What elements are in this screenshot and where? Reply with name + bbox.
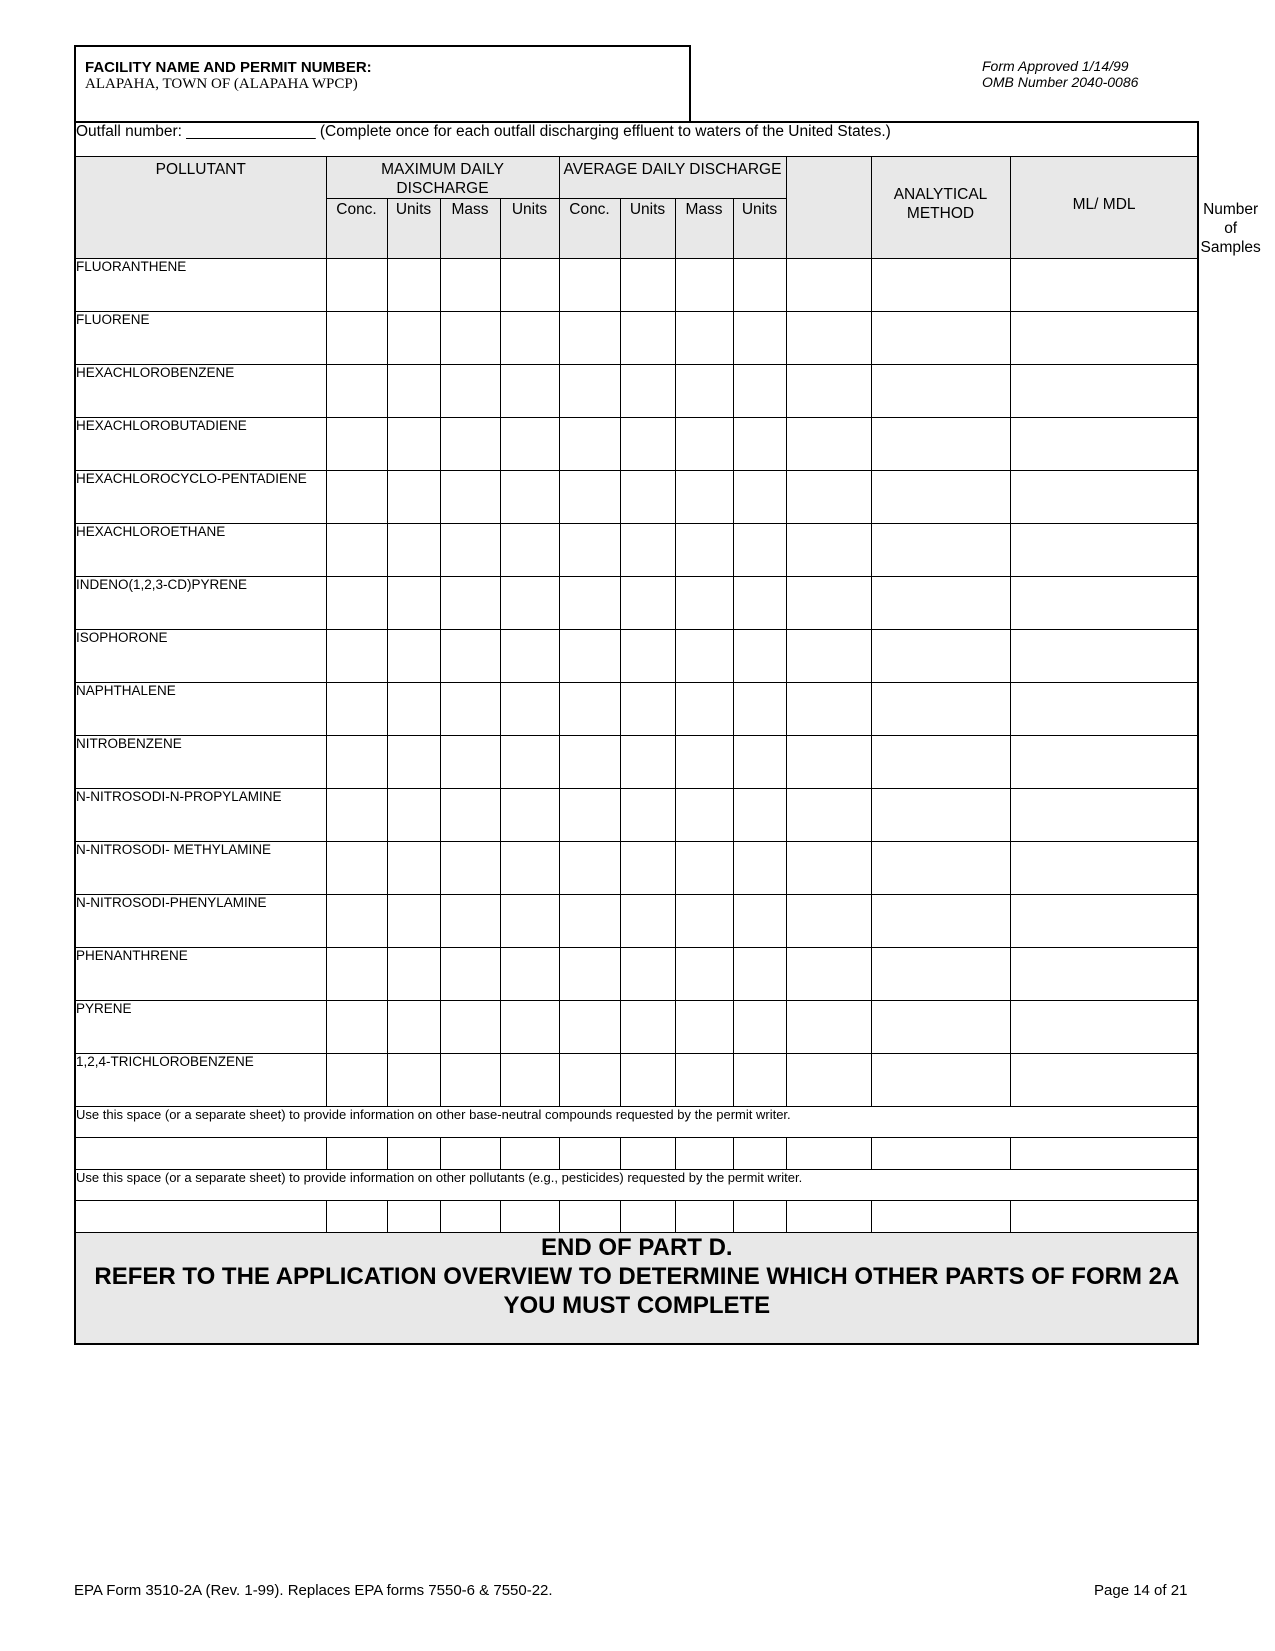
- row-analytical-method-cell[interactable]: [871, 470, 1010, 523]
- row-max-units-cell[interactable]: [387, 258, 440, 311]
- other-max-units-cell[interactable]: [387, 1200, 440, 1232]
- pollutant-table: Outfall number: _______________ (Complete once for each outfall discharging effluent to waters of the United States.) POLLUTANT MAXIMUM DAILY DISCHARGE AVERAGE DAILY DISCHARGE ANALYTICAL METHOD ML/ MDL Conc. Units Mass Units Conc. Units Mass Units Number of Samples FLUORANTHENE FLUORENE HEXACHLOROBENZENE HEXACHLOROBUTADIENE HEXACHLOROCYCLO-PENTADIENE HEXACHLOROETHANE INDENO(1,2,3-CD)PYRENE ISOPHORONE NAPHTHALENE NITROBENZENE N-NITROSODI-N-PROPYLAMINE N-NITROSODI- METHYLAMINE N-NITROSODI-PHENYLAMINE PHENANTHRENE PYRENE 1,2,4-TRICHLOROBENZENE Use this space (or a separate sheet) to provide information on other base-neutral compounds requested by the permit writer. Use this space (or a separate sheet) to provide information on other pollutants (e.g., pesticides) requested by the permit writer. END OF PART D. REFER TO THE APPLICATION OVERVIEW TO DETERMINE WHICH OTHER PARTS OF FORM 2A YOU MUST COMPLETE: [74, 121, 1199, 1345]
- row-max-mass-cell[interactable]: [440, 947, 500, 1000]
- row-avg-mass-units-cell[interactable]: [733, 364, 786, 417]
- row-avg-mass-units-cell[interactable]: [733, 629, 786, 682]
- row-avg-mass-cell[interactable]: [675, 947, 733, 1000]
- row-number-of-samples-cell[interactable]: [786, 894, 871, 947]
- row-avg-mass-cell[interactable]: [675, 523, 733, 576]
- row-max-mass-cell[interactable]: [440, 258, 500, 311]
- row-max-units-cell[interactable]: [387, 417, 440, 470]
- row-ml-mdl-cell[interactable]: [1010, 841, 1198, 894]
- row-avg-units-cell[interactable]: [620, 576, 675, 629]
- row-avg-units-cell[interactable]: [620, 735, 675, 788]
- row-avg-mass-cell[interactable]: [675, 841, 733, 894]
- header-max-mass-units: Units: [500, 198, 559, 258]
- row-analytical-method-cell[interactable]: [871, 1000, 1010, 1053]
- other-pollutant-name-cell[interactable]: [75, 1137, 326, 1169]
- other-max-conc-cell[interactable]: [326, 1137, 387, 1169]
- header-blank: [786, 156, 871, 258]
- row-max-conc-cell[interactable]: [326, 788, 387, 841]
- row-max-mass-cell[interactable]: [440, 576, 500, 629]
- row-max-mass-cell[interactable]: [440, 1000, 500, 1053]
- row-avg-mass-units-cell[interactable]: [733, 788, 786, 841]
- pollutant-name: N-NITROSODI-PHENYLAMINE: [75, 894, 326, 947]
- row-max-conc-cell[interactable]: [326, 576, 387, 629]
- table-row: [75, 841, 1198, 894]
- row-avg-units-cell[interactable]: [620, 682, 675, 735]
- row-analytical-method-cell[interactable]: [871, 258, 1010, 311]
- row-avg-mass-cell[interactable]: [675, 417, 733, 470]
- row-max-mass-units-cell[interactable]: [500, 470, 559, 523]
- pollutant-name: NAPHTHALENE: [75, 682, 326, 735]
- row-max-conc-cell[interactable]: [326, 735, 387, 788]
- table-row: [75, 311, 1198, 364]
- pollutant-name: HEXACHLOROBENZENE: [75, 364, 326, 417]
- row-avg-conc-cell[interactable]: [559, 841, 620, 894]
- row-avg-mass-cell[interactable]: [675, 1000, 733, 1053]
- row-max-units-cell[interactable]: [387, 470, 440, 523]
- other-max-conc-cell[interactable]: [326, 1200, 387, 1232]
- row-max-mass-cell[interactable]: [440, 894, 500, 947]
- row-max-units-cell[interactable]: [387, 841, 440, 894]
- row-max-units-cell[interactable]: [387, 788, 440, 841]
- table-row: [75, 258, 1198, 311]
- row-ml-mdl-cell[interactable]: [1010, 364, 1198, 417]
- row-avg-mass-units-cell[interactable]: [733, 894, 786, 947]
- row-max-conc-cell[interactable]: [326, 629, 387, 682]
- table-row: [75, 682, 1198, 735]
- row-number-of-samples-cell[interactable]: [786, 735, 871, 788]
- row-avg-mass-units-cell[interactable]: [733, 1053, 786, 1106]
- row-max-mass-cell[interactable]: [440, 682, 500, 735]
- pollutant-name: INDENO(1,2,3-CD)PYRENE: [75, 576, 326, 629]
- row-max-mass-units-cell[interactable]: [500, 735, 559, 788]
- row-analytical-method-cell[interactable]: [871, 841, 1010, 894]
- row-avg-conc-cell[interactable]: [559, 682, 620, 735]
- row-max-conc-cell[interactable]: [326, 311, 387, 364]
- row-avg-mass-cell[interactable]: [675, 894, 733, 947]
- table-row: [75, 364, 1198, 417]
- row-avg-units-cell[interactable]: [620, 1000, 675, 1053]
- row-number-of-samples-cell[interactable]: [786, 311, 871, 364]
- row-avg-units-cell[interactable]: [620, 894, 675, 947]
- row-avg-mass-units-cell[interactable]: [733, 258, 786, 311]
- header-max-conc: Conc.: [326, 198, 387, 258]
- table-row: [75, 523, 1198, 576]
- header-max-daily: MAXIMUM DAILY DISCHARGE: [326, 156, 559, 198]
- other-avg-mass-cell[interactable]: [675, 1200, 733, 1232]
- row-number-of-samples-cell[interactable]: [786, 1053, 871, 1106]
- other-analytical-method-cell[interactable]: [871, 1137, 1010, 1169]
- row-ml-mdl-cell[interactable]: [1010, 788, 1198, 841]
- row-number-of-samples-cell[interactable]: [786, 417, 871, 470]
- row-avg-mass-units-cell[interactable]: [733, 735, 786, 788]
- other-avg-units-cell[interactable]: [620, 1200, 675, 1232]
- row-max-units-cell[interactable]: [387, 894, 440, 947]
- row-avg-mass-units-cell[interactable]: [733, 1000, 786, 1053]
- facility-name: ALAPAHA, TOWN OF (ALAPAHA WPCP): [85, 76, 358, 92]
- row-max-units-cell[interactable]: [387, 364, 440, 417]
- pollutant-name: HEXACHLOROBUTADIENE: [75, 417, 326, 470]
- row-number-of-samples-cell[interactable]: [786, 576, 871, 629]
- row-avg-conc-cell[interactable]: [559, 258, 620, 311]
- other-avg-mass-units-cell[interactable]: [733, 1137, 786, 1169]
- footer-page-number: Page 14 of 21: [1094, 1582, 1188, 1599]
- row-max-mass-cell[interactable]: [440, 364, 500, 417]
- other-max-units-cell[interactable]: [387, 1137, 440, 1169]
- end-of-part-instruction: REFER TO THE APPLICATION OVERVIEW TO DETERMINE WHICH OTHER PARTS OF FORM 2A YOU MUST COMPLETE: [94, 1262, 1180, 1319]
- row-avg-units-cell[interactable]: [620, 258, 675, 311]
- end-of-part-title: END OF PART D.: [541, 1233, 733, 1261]
- table-row: [75, 629, 1198, 682]
- row-number-of-samples-cell[interactable]: [786, 947, 871, 1000]
- table-row: [75, 1053, 1198, 1106]
- row-max-conc-cell[interactable]: [326, 894, 387, 947]
- row-analytical-method-cell[interactable]: [871, 947, 1010, 1000]
- row-avg-conc-cell[interactable]: [559, 576, 620, 629]
- row-avg-conc-cell[interactable]: [559, 1000, 620, 1053]
- base-neutral-note: Use this space (or a separate sheet) to provide information on other base-neutral compounds requested by the permit writer.: [75, 1106, 1198, 1137]
- row-analytical-method-cell[interactable]: [871, 417, 1010, 470]
- row-max-mass-units-cell[interactable]: [500, 629, 559, 682]
- row-avg-conc-cell[interactable]: [559, 1053, 620, 1106]
- row-max-conc-cell[interactable]: [326, 417, 387, 470]
- row-number-of-samples-cell[interactable]: [786, 258, 871, 311]
- row-avg-mass-units-cell[interactable]: [733, 417, 786, 470]
- row-avg-conc-cell[interactable]: [559, 523, 620, 576]
- other-ml-mdl-cell[interactable]: [1010, 1137, 1198, 1169]
- row-avg-conc-cell[interactable]: [559, 311, 620, 364]
- row-avg-mass-units-cell[interactable]: [733, 576, 786, 629]
- row-max-units-cell[interactable]: [387, 523, 440, 576]
- row-avg-units-cell[interactable]: [620, 364, 675, 417]
- row-avg-conc-cell[interactable]: [559, 947, 620, 1000]
- other-max-mass-units-cell[interactable]: [500, 1137, 559, 1169]
- pollutant-name: FLUORENE: [75, 311, 326, 364]
- row-avg-mass-cell[interactable]: [675, 311, 733, 364]
- row-max-units-cell[interactable]: [387, 629, 440, 682]
- row-avg-mass-units-cell[interactable]: [733, 947, 786, 1000]
- other-max-mass-units-cell[interactable]: [500, 1200, 559, 1232]
- row-analytical-method-cell[interactable]: [871, 576, 1010, 629]
- row-avg-units-cell[interactable]: [620, 629, 675, 682]
- other-number-of-samples-cell[interactable]: [786, 1200, 871, 1232]
- pollutant-name: PHENANTHRENE: [75, 947, 326, 1000]
- row-avg-mass-cell[interactable]: [675, 629, 733, 682]
- row-max-conc-cell[interactable]: [326, 947, 387, 1000]
- row-avg-units-cell[interactable]: [620, 788, 675, 841]
- row-max-conc-cell[interactable]: [326, 841, 387, 894]
- row-avg-units-cell[interactable]: [620, 417, 675, 470]
- header-avg-mass: Mass: [675, 198, 733, 258]
- row-ml-mdl-cell[interactable]: [1010, 523, 1198, 576]
- row-max-units-cell[interactable]: [387, 311, 440, 364]
- header-analytical-method: ANALYTICAL METHOD: [871, 156, 1010, 258]
- row-analytical-method-cell[interactable]: [871, 788, 1010, 841]
- row-avg-units-cell[interactable]: [620, 311, 675, 364]
- row-ml-mdl-cell[interactable]: [1010, 576, 1198, 629]
- table-row: [75, 417, 1198, 470]
- header-avg-units: Units: [620, 198, 675, 258]
- row-max-units-cell[interactable]: [387, 682, 440, 735]
- row-number-of-samples-cell[interactable]: [786, 682, 871, 735]
- row-avg-conc-cell[interactable]: [559, 629, 620, 682]
- row-max-units-cell[interactable]: [387, 1000, 440, 1053]
- row-avg-mass-cell[interactable]: [675, 735, 733, 788]
- row-max-mass-units-cell[interactable]: [500, 788, 559, 841]
- table-row: [75, 1000, 1198, 1053]
- row-max-mass-units-cell[interactable]: [500, 947, 559, 1000]
- row-max-mass-units-cell[interactable]: [500, 258, 559, 311]
- row-max-mass-units-cell[interactable]: [500, 894, 559, 947]
- pollutant-name: FLUORANTHENE: [75, 258, 326, 311]
- row-analytical-method-cell[interactable]: [871, 629, 1010, 682]
- pollutant-name: ISOPHORONE: [75, 629, 326, 682]
- footer-form-id: EPA Form 3510-2A (Rev. 1-99). Replaces EPA forms 7550-6 & 7550-22.: [74, 1582, 553, 1599]
- row-ml-mdl-cell[interactable]: [1010, 629, 1198, 682]
- row-ml-mdl-cell[interactable]: [1010, 1000, 1198, 1053]
- other-max-mass-cell[interactable]: [440, 1137, 500, 1169]
- header-avg-mass-units: Units: [733, 198, 786, 258]
- row-max-mass-units-cell[interactable]: [500, 1000, 559, 1053]
- other-ml-mdl-cell[interactable]: [1010, 1200, 1198, 1232]
- pollutant-name: N-NITROSODI- METHYLAMINE: [75, 841, 326, 894]
- table-row: [75, 894, 1198, 947]
- row-avg-mass-cell[interactable]: [675, 258, 733, 311]
- row-max-units-cell[interactable]: [387, 1053, 440, 1106]
- row-analytical-method-cell[interactable]: [871, 364, 1010, 417]
- table-row: [75, 470, 1198, 523]
- row-max-mass-cell[interactable]: [440, 470, 500, 523]
- row-avg-mass-cell[interactable]: [675, 364, 733, 417]
- other-max-mass-cell[interactable]: [440, 1200, 500, 1232]
- row-avg-mass-cell[interactable]: [675, 576, 733, 629]
- table-row: [75, 947, 1198, 1000]
- row-max-mass-units-cell[interactable]: [500, 523, 559, 576]
- row-max-mass-cell[interactable]: [440, 523, 500, 576]
- row-avg-mass-units-cell[interactable]: [733, 841, 786, 894]
- row-max-mass-units-cell[interactable]: [500, 1053, 559, 1106]
- row-avg-conc-cell[interactable]: [559, 735, 620, 788]
- row-number-of-samples-cell[interactable]: [786, 841, 871, 894]
- row-avg-units-cell[interactable]: [620, 523, 675, 576]
- row-avg-mass-cell[interactable]: [675, 682, 733, 735]
- header-ml-mdl: ML/ MDL: [1010, 156, 1198, 258]
- header-avg-daily: AVERAGE DAILY DISCHARGE: [559, 156, 786, 198]
- row-max-mass-cell[interactable]: [440, 1053, 500, 1106]
- header-pollutant: POLLUTANT: [75, 156, 326, 258]
- row-number-of-samples-cell[interactable]: [786, 523, 871, 576]
- row-analytical-method-cell[interactable]: [871, 735, 1010, 788]
- row-analytical-method-cell[interactable]: [871, 1053, 1010, 1106]
- table-row: [75, 576, 1198, 629]
- header-max-mass: Mass: [440, 198, 500, 258]
- row-avg-conc-cell[interactable]: [559, 470, 620, 523]
- other-pollutant-name-cell[interactable]: [75, 1200, 326, 1232]
- row-avg-conc-cell[interactable]: [559, 417, 620, 470]
- row-ml-mdl-cell[interactable]: [1010, 735, 1198, 788]
- table-row: [75, 788, 1198, 841]
- row-avg-units-cell[interactable]: [620, 470, 675, 523]
- row-number-of-samples-cell[interactable]: [786, 1000, 871, 1053]
- row-ml-mdl-cell[interactable]: [1010, 417, 1198, 470]
- row-avg-mass-cell[interactable]: [675, 470, 733, 523]
- row-max-mass-cell[interactable]: [440, 417, 500, 470]
- row-max-mass-cell[interactable]: [440, 841, 500, 894]
- row-max-mass-units-cell[interactable]: [500, 682, 559, 735]
- row-max-units-cell[interactable]: [387, 735, 440, 788]
- row-avg-mass-cell[interactable]: [675, 788, 733, 841]
- row-avg-conc-cell[interactable]: [559, 364, 620, 417]
- row-avg-units-cell[interactable]: [620, 841, 675, 894]
- row-max-mass-units-cell[interactable]: [500, 311, 559, 364]
- row-number-of-samples-cell[interactable]: [786, 470, 871, 523]
- form-approval-info: [982, 58, 1138, 90]
- other-analytical-method-cell[interactable]: [871, 1200, 1010, 1232]
- row-avg-conc-cell[interactable]: [559, 788, 620, 841]
- other-avg-conc-cell[interactable]: [559, 1200, 620, 1232]
- row-number-of-samples-cell[interactable]: [786, 364, 871, 417]
- row-analytical-method-cell[interactable]: [871, 523, 1010, 576]
- row-avg-units-cell[interactable]: [620, 1053, 675, 1106]
- row-max-mass-units-cell[interactable]: [500, 576, 559, 629]
- blank-entry-row: [75, 1137, 1198, 1169]
- row-ml-mdl-cell[interactable]: [1010, 1053, 1198, 1106]
- row-max-mass-cell[interactable]: [440, 311, 500, 364]
- row-max-units-cell[interactable]: [387, 947, 440, 1000]
- row-avg-mass-units-cell[interactable]: [733, 470, 786, 523]
- row-max-conc-cell[interactable]: [326, 682, 387, 735]
- other-avg-conc-cell[interactable]: [559, 1137, 620, 1169]
- row-max-mass-units-cell[interactable]: [500, 417, 559, 470]
- other-avg-units-cell[interactable]: [620, 1137, 675, 1169]
- row-ml-mdl-cell[interactable]: [1010, 682, 1198, 735]
- pollutant-name: NITROBENZENE: [75, 735, 326, 788]
- header-max-units: Units: [387, 198, 440, 258]
- row-ml-mdl-cell[interactable]: [1010, 894, 1198, 947]
- row-max-conc-cell[interactable]: [326, 1053, 387, 1106]
- table-row: [75, 735, 1198, 788]
- facility-label: FACILITY NAME AND PERMIT NUMBER:: [85, 59, 372, 76]
- row-avg-mass-units-cell[interactable]: [733, 311, 786, 364]
- row-analytical-method-cell[interactable]: [871, 311, 1010, 364]
- other-number-of-samples-cell[interactable]: [786, 1137, 871, 1169]
- row-max-units-cell[interactable]: [387, 576, 440, 629]
- pollutant-name: HEXACHLOROCYCLO-PENTADIENE: [75, 470, 326, 523]
- row-analytical-method-cell[interactable]: [871, 682, 1010, 735]
- blank-entry-row: [75, 1200, 1198, 1232]
- row-ml-mdl-cell[interactable]: [1010, 470, 1198, 523]
- omb-number: OMB Number 2040-0086: [982, 74, 1139, 90]
- row-max-mass-cell[interactable]: [440, 788, 500, 841]
- end-of-part-banner: [75, 1232, 1198, 1344]
- row-analytical-method-cell[interactable]: [871, 894, 1010, 947]
- facility-box: [74, 45, 691, 121]
- row-max-mass-cell[interactable]: [440, 735, 500, 788]
- other-pollutants-note: Use this space (or a separate sheet) to provide information on other pollutants (e.g., pesticides) requested by the permit writer.: [75, 1169, 1198, 1200]
- row-max-conc-cell[interactable]: [326, 470, 387, 523]
- row-avg-conc-cell[interactable]: [559, 894, 620, 947]
- row-max-conc-cell[interactable]: [326, 1000, 387, 1053]
- pollutant-name: HEXACHLOROETHANE: [75, 523, 326, 576]
- pollutant-name: 1,2,4-TRICHLOROBENZENE: [75, 1053, 326, 1106]
- form-approved-date: Form Approved 1/14/99: [982, 58, 1129, 74]
- pollutant-name: PYRENE: [75, 1000, 326, 1053]
- row-max-conc-cell[interactable]: [326, 258, 387, 311]
- row-avg-mass-cell[interactable]: [675, 1053, 733, 1106]
- row-max-conc-cell[interactable]: [326, 523, 387, 576]
- header-avg-conc: Conc.: [559, 198, 620, 258]
- row-ml-mdl-cell[interactable]: [1010, 311, 1198, 364]
- row-max-mass-units-cell[interactable]: [500, 841, 559, 894]
- pollutant-name: N-NITROSODI-N-PROPYLAMINE: [75, 788, 326, 841]
- row-avg-mass-units-cell[interactable]: [733, 523, 786, 576]
- row-avg-units-cell[interactable]: [620, 947, 675, 1000]
- row-max-mass-cell[interactable]: [440, 629, 500, 682]
- row-number-of-samples-cell[interactable]: [786, 629, 871, 682]
- row-max-mass-units-cell[interactable]: [500, 364, 559, 417]
- other-avg-mass-cell[interactable]: [675, 1137, 733, 1169]
- row-ml-mdl-cell[interactable]: [1010, 258, 1198, 311]
- outfall-line: Outfall number: _______________ (Complete once for each outfall discharging effluent to waters of the United States.): [75, 122, 1198, 156]
- row-number-of-samples-cell[interactable]: [786, 788, 871, 841]
- other-avg-mass-units-cell[interactable]: [733, 1200, 786, 1232]
- row-avg-mass-units-cell[interactable]: [733, 682, 786, 735]
- row-max-conc-cell[interactable]: [326, 364, 387, 417]
- row-ml-mdl-cell[interactable]: [1010, 947, 1198, 1000]
